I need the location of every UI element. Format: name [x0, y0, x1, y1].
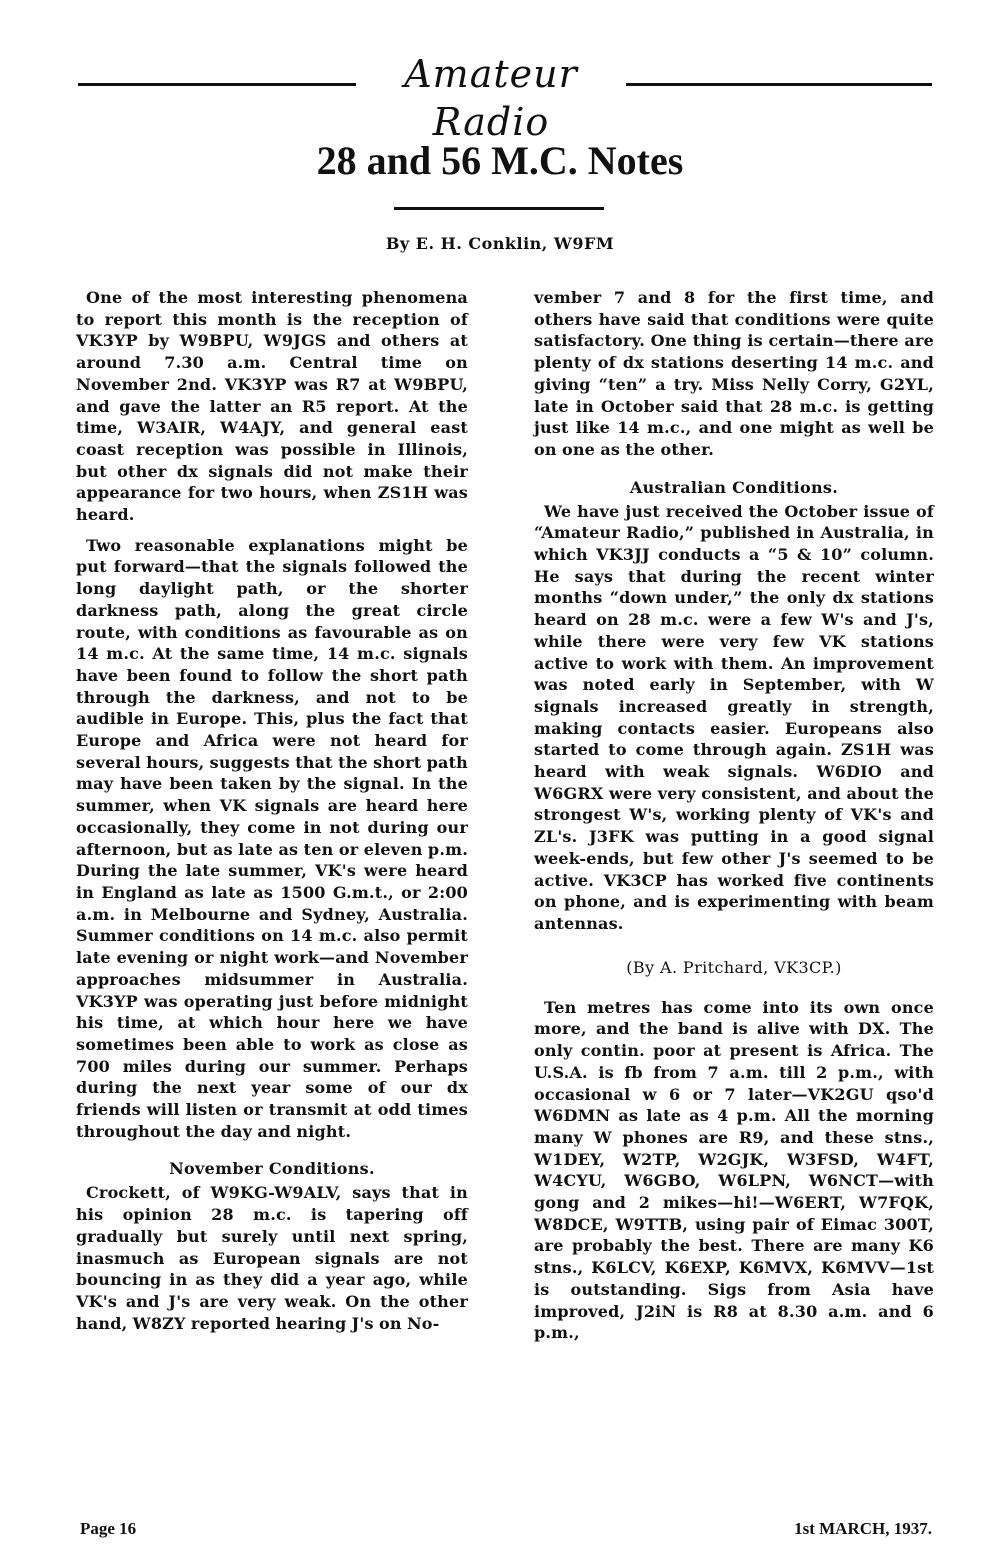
masthead-rule-right	[626, 83, 932, 86]
paragraph: One of the most interesting phenomena to report this month is the reception of VK3YP by W9BPU, W9JGS and others at around 7.30 a.m. Central time on November 2nd. VK3YP was R7 at W9BPU, and gave the latter an R5 report. At the time, W3AIR, W4AJY, and general east coast reception was possible in Illinois, but other dx signals did not make their appearance for two hours, when ZS1H was heard.	[76, 288, 468, 525]
right-column	[534, 287, 934, 1344]
article-byline: By E. H. Conklin, W9FM	[385, 234, 615, 253]
masthead-logo: Amateur Radio	[404, 52, 578, 144]
article-title: 28 and 56 M.C. Notes	[316, 138, 684, 183]
left-column	[76, 287, 468, 1334]
masthead	[78, 50, 932, 144]
masthead-rule-left	[78, 83, 356, 86]
secondary-byline: (By A. Pritchard, VK3CP.)	[626, 957, 842, 977]
paragraph: Crockett, of W9KG-W9ALV, says that in his opinion 28 m.c. is tapering off gradually but surely until next spring, inasmuch as European signals are not bouncing in as they did a year ago, while VK's and J's are very weak. On the other hand, W8ZY reported hearing J's on No-	[76, 1183, 468, 1333]
page-number: Page 16	[80, 1519, 137, 1538]
paragraph: Ten metres has come into its own once more, and the band is alive with DX. The only contin. poor at present is Africa. The U.S.A. is fb from 7 a.m. till 2 p.m., with occasional w 6 or 7 later—VK2GU qso'd W6DMN as late as 4 p.m. All the morning many W phones are R9, and these stns., W1DEY, W2TP, W2GJK, W3FSD, W4FT, W4CYU, W6GBO, W6LPN, W6NCT—with gong and 2 mikes—hi!—W6ERT, W7FQK, W8DCE, W9TTB, using pair of Eimac 300T, are probably the best. There are many K6 stns., K6LCV, K6EXP, K6MVX, K6MVV—1st is outstanding. Sigs from Asia have improved, J2iN is R8 at 8.30 a.m. and 6 p.m.,	[534, 997, 934, 1343]
section-heading-november: November Conditions.	[169, 1159, 375, 1179]
issue-date: 1st MARCH, 1937.	[794, 1519, 932, 1538]
title-rule	[394, 207, 604, 210]
paragraph: Two reasonable explanations might be put forward—that the signals followed the long daylight path, or the shorter darkness path, along the great circle route, with conditions as favourable as on 14 m.c. At the same time, 14 m.c. signals have been found to follow the short path through the darkness, and not to be audible in Europe. This, plus the fact that Europe and Africa were not heard for several hours, suggests that the short path may have been taken by the signal. In the summer, when VK signals are heard here occasionally, they come in not during our afternoon, but as late as ten or eleven p.m. During the late summer, VK's were heard in England as late as 1500 G.m.t., or 2:00 a.m. in Melbourne and Sydney, Australia. Summer conditions on 14 m.c. also permit late evening or night work—and November approaches midsummer in Australia. VK3YP was operating just before midnight his time, at which hour here we have sometimes been able to work as close as 700 miles during our summer. Perhaps during the next year some of our dx friends will listen or transmit at odd times throughout the day and night.	[76, 535, 468, 1141]
paragraph: We have just received the October issue of “Amateur Radio,” published in Australia, in which VK3JJ conducts a “5 & 10” column. He says that during the recent winter months “down under,” the only dx stations heard on 28 m.c. were a few W's and J's, while there were very few VK stations active to work with them. An improvement was noted early in September, with W signals increased greatly in strength, making contacts easier. Europeans also started to come through again. ZS1H was heard with weak signals. W6DIO and W6GRX were very consistent, and about the strongest W's, working plenty of VK's and ZL's. J3FK was putting in a good signal week-ends, but few other J's seemed to be active. VK3CP has worked five continents on phone, and is experimenting with beam antennas.	[534, 501, 934, 933]
section-heading-australian: Australian Conditions.	[629, 477, 839, 497]
paragraph: vember 7 and 8 for the first time, and others have said that conditions were quite satisfactory. One thing is certain—there are plenty of dx stations deserting 14 m.c. and giving “ten” a try. Miss Nelly Corry, G2YL, late in October said that 28 m.c. is getting just like 14 m.c., and one might as well be on one as the other.	[534, 288, 934, 459]
